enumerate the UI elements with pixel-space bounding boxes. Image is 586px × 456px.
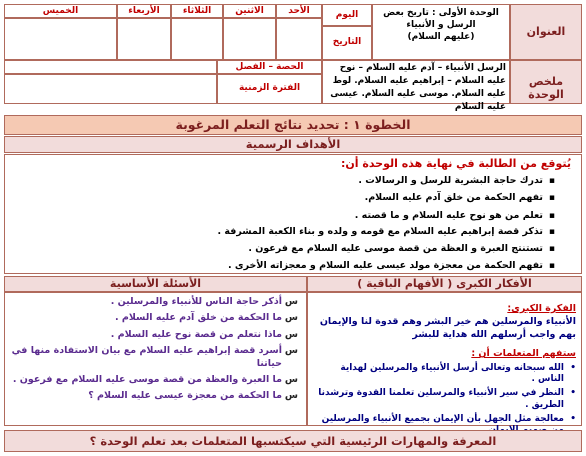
period-value-cell — [4, 74, 217, 104]
official-goals-title: الأهداف الرسمية — [245, 137, 341, 151]
date-label: التاريخ — [332, 37, 362, 47]
day-label-cell — [322, 4, 372, 26]
questions-box — [4, 292, 307, 426]
question-item: س ما العبرة والعظة من قصة موسى عليه السلام مع فرعون . — [11, 374, 298, 386]
official-goals-bar — [4, 136, 582, 153]
outcomes-label: ستفهم المتعلمات أن : — [471, 348, 576, 359]
outcome-item: • معالجة مثل الجهل بأن الإيمان بجميع الأنبياء والمرسلين — [312, 414, 576, 436]
day-name: الثلاثاء — [182, 6, 212, 16]
questions-list — [11, 296, 298, 403]
big-idea-text: الأنبياء والمرسلين هم خير البشر وهم قدوة لنا والإيمان بهم واجب أرسلهم الله هداية للبشر — [319, 316, 576, 340]
step1-title-bar — [4, 115, 582, 135]
questions-title: الأسئلة الأساسية — [109, 277, 202, 290]
objectives-intro: يُتوقع من الطالبة في نهاية هذه الوحدة أن: — [340, 157, 571, 170]
class-label-cell — [217, 60, 322, 74]
day-sunday-head — [276, 4, 322, 18]
objectives-list — [11, 175, 555, 273]
big-ideas-box — [307, 292, 582, 426]
unit-title: الوحدة الأولى : تاريخ بعض الرسل و الأنبياء (عليهم السلام) — [383, 8, 499, 42]
objective-item: ▪ تذكر قصة إبراهيم عليه السلام مع قومه و ولده و بناء الكعبة المشرفة . — [11, 226, 555, 238]
big-ideas-header — [307, 276, 582, 292]
class-label: الحصة – الفصل — [235, 62, 304, 72]
question-item: س ما الحكمة من خلق آدم عليه السلام . — [11, 312, 298, 324]
title-label: العنوان — [526, 25, 566, 38]
day-sunday-date — [276, 18, 322, 60]
summary-label: ملخص الوحدة — [528, 75, 564, 101]
day-name: الخميس — [42, 6, 79, 16]
period-label-cell — [217, 74, 322, 104]
summary-label-cell — [510, 60, 582, 104]
objective-item: ▪ تفهم الحكمة من معجزة مولد عيسى عليه السلام و معجزاته الأخرى . — [11, 260, 555, 272]
outcome-item: • النظر في سير الأنبياء والمرسلين تعلمنا القدوة وترشدنا الطريق . — [312, 388, 576, 410]
question-item: س أسرد قصة إبراهيم عليه السلام مع بيان الاستفادة منها في حياتنا — [11, 345, 298, 370]
unit-title-cell — [372, 4, 510, 60]
summary-text: الرسل الأنبياء – آدم عليه السلام – نوح عليه السلام – إبراهيم عليه السلام. لوط عليه السلام. موسى عليه السلام. عيسى عليه السلام — [330, 63, 506, 112]
day-name: الاثنين — [235, 6, 264, 16]
objective-item: ▪ تدرك حاجة البشرية للرسل و الرسالات . — [11, 175, 555, 187]
date-label-cell — [322, 26, 372, 60]
day-thursday-head — [4, 4, 117, 18]
period-label: الفترة الزمنية — [238, 83, 301, 93]
objective-item: ▪ تفهم الحكمة من خلق آدم عليه السلام. — [11, 192, 555, 204]
summary-text-cell — [322, 60, 510, 112]
question-item: س ماذا نتعلم من قصة نوح عليه السلام . — [11, 329, 298, 341]
day-tuesday-head — [171, 4, 223, 18]
big-idea-label: الفكرة الكبرى: — [507, 303, 576, 314]
day-name: الأحد — [288, 6, 310, 16]
knowledge-skills-bar — [4, 430, 582, 452]
question-item: س أذكر حاجة الناس للأنبياء والمرسلين . — [11, 296, 298, 308]
day-wednesday-head — [117, 4, 171, 18]
day-tuesday-date — [171, 18, 223, 60]
title-label-cell — [510, 4, 582, 60]
day-thursday-date — [4, 18, 117, 60]
knowledge-skills-title: المعرفة والمهارات الرئيسية التي سيكتسبها المتعلمات بعد تعلم الوحدة ؟ — [89, 434, 497, 448]
class-value-cell — [4, 60, 217, 74]
big-ideas-title: الأفكار الكبرى ( الأفهام الباقية ) — [357, 277, 532, 290]
day-monday-head — [223, 4, 276, 18]
day-label: اليوم — [335, 10, 359, 20]
question-item: س ما الحكمة من معجزة عيسى عليه السلام ؟ — [11, 390, 298, 402]
day-name: الأربعاء — [128, 6, 160, 16]
objective-item: ▪ تستنتج العبرة و العظة من قصة موسى عليه السلام مع فرعون . — [11, 243, 555, 255]
objective-item: ▪ تعلم من هو نوح عليه السلام و ما قصته . — [11, 210, 555, 222]
objectives-box — [4, 154, 582, 274]
step1-title: الخطوة ١ : تحديد نتائج التعلم المرغوبة — [175, 117, 411, 132]
outcome-item: • الله سبحانه وتعالى أرسل الأنبياء والمرسلين لهداية الناس . — [312, 363, 576, 385]
questions-header — [4, 276, 307, 292]
day-wednesday-date — [117, 18, 171, 60]
day-monday-date — [223, 18, 276, 60]
outcomes-list — [312, 363, 576, 436]
